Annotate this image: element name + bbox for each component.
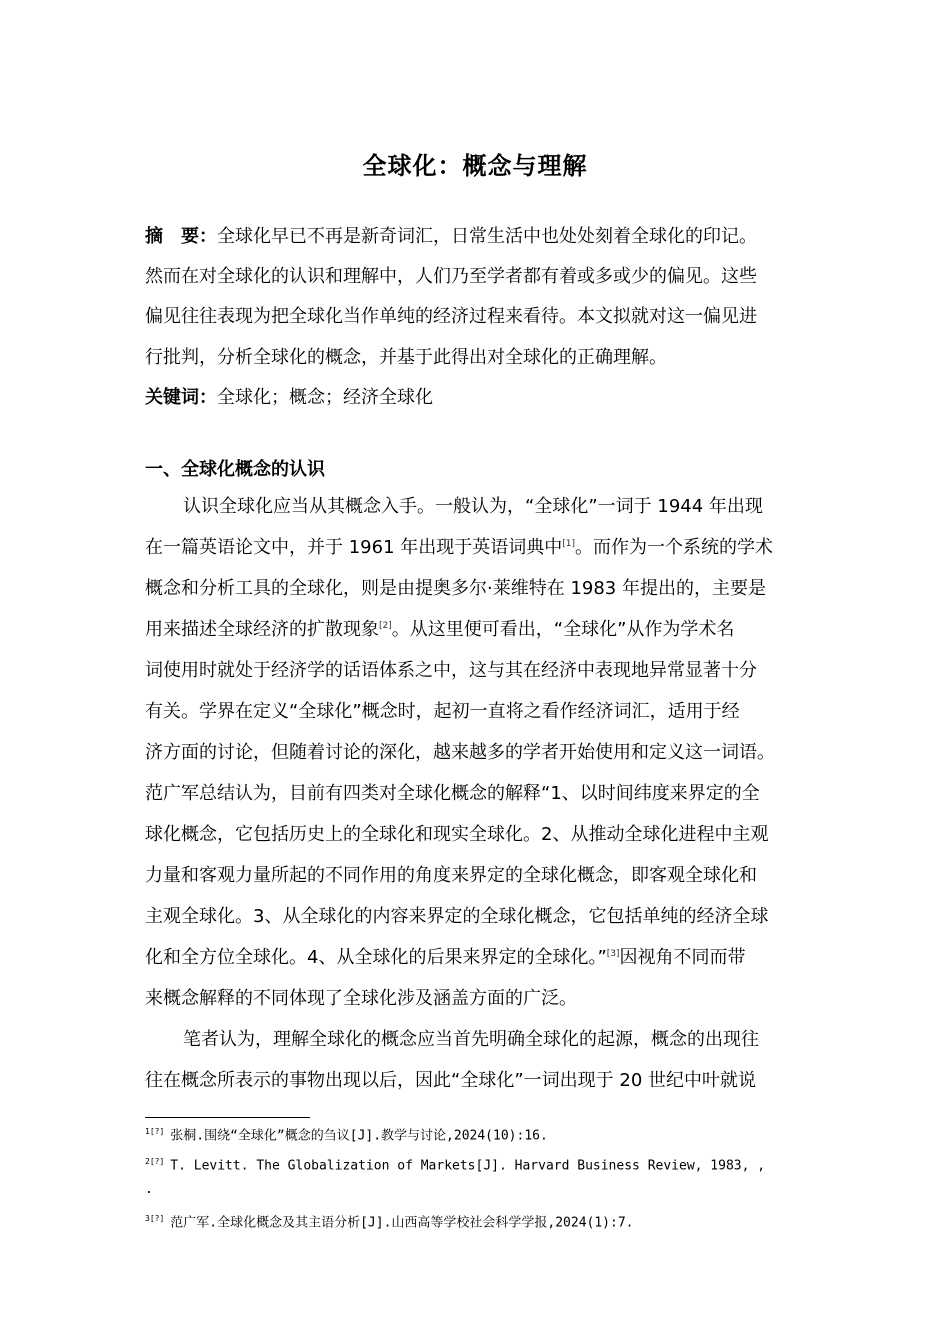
footnote-3-mark: 3[?]: [145, 1214, 165, 1223]
para2-line-1: 笔者认为，理解全球化的概念应当首先明确全球化的起源，概念的出现往: [183, 1029, 759, 1050]
footnote-3: [145, 1209, 634, 1229]
para1-line-4-text-b: 。从这里便可看出，“全球化”从作为学术名: [391, 619, 735, 640]
para1-line-8: 范广军总结认为，目前有四类对全球化概念的解释“1、以时间纬度来界定的全: [145, 783, 760, 804]
para1-line-6: 有关。学界在定义“全球化”概念时，起初一直将之看作经济词汇，适用于经: [145, 701, 740, 722]
para1-line-2-text-b: 。而作为一个系统的学术: [575, 537, 773, 558]
para1-line-11: 主观全球化。3、从全球化的内容来界定的全球化概念，它包括单纯的经济全球: [145, 906, 769, 927]
footnote-3-text: 范广军.全球化概念及其主语分析[J].山西高等学校社会科学学报,2024(1):7.: [170, 1215, 634, 1231]
footnote-ref-2[interactable]: [2]: [379, 621, 392, 631]
para1-line-7: 济方面的讨论，但随着讨论的深化，越来越多的学者开始使用和定义这一词语。: [145, 742, 775, 763]
abstract-line-2: 然而在对全球化的认识和理解中，人们乃至学者都有着或多或少的偏见。这些: [145, 266, 757, 287]
abstract-line-4: 行批判，分析全球化的概念，并基于此得出对全球化的正确理解。: [145, 347, 667, 368]
section-heading: 一、全球化概念的认识: [145, 459, 325, 480]
footnote-1-mark: 1[?]: [145, 1127, 165, 1136]
para1-line-10: 力量和客观力量所起的不同作用的角度来界定的全球化概念，即客观全球化和: [145, 865, 757, 886]
para1-line-5: 词使用时就处于经济学的话语体系之中，这与其在经济中表现地异常显著十分: [145, 660, 757, 681]
keywords-label: 关键词：: [145, 387, 217, 408]
footnote-1: [145, 1122, 548, 1142]
abstract-line-1: [145, 225, 757, 249]
footnote-2-mark: 2[?]: [145, 1157, 165, 1166]
para1-line-9: 球化概念，它包括历史上的全球化和现实全球化。2、从推动全球化进程中主观: [145, 824, 769, 845]
abstract-label: 摘 要：: [145, 226, 217, 247]
para1-line-4-text-a: 用来描述全球经济的扩散现象: [145, 619, 379, 640]
para1-line-12: [145, 946, 746, 970]
footnote-2-text: T. Levitt. The Globalization of Markets[J]. Harvard Business Review, 1983, ,: [170, 1158, 766, 1174]
footnote-divider: [145, 1117, 310, 1118]
para1-line-12-text-b: 因视角不同而带: [619, 947, 746, 968]
para2-line-2: 往在概念所表示的事物出现以后，因此“全球化”一词出现于 20 世纪中叶就说: [145, 1070, 756, 1091]
keywords-line: [145, 386, 433, 410]
abstract-text: 全球化早已不再是新奇词汇，日常生活中也处处刻着全球化的印记。: [217, 226, 757, 247]
para1-line-4: [145, 618, 734, 642]
abstract-line-3: 偏见往往表现为把全球化当作单纯的经济过程来看待。本文拟就对这一偏见进: [145, 306, 757, 327]
keywords-text: 全球化；概念；经济全球化: [217, 387, 433, 408]
para1-line-2-text-a: 在一篇英语论文中，并于 1961 年出现于英语词典中: [145, 537, 563, 558]
para1-line-2: [145, 536, 773, 560]
footnote-2: [145, 1152, 765, 1172]
para1-line-13: 来概念解释的不同体现了全球化涉及涵盖方面的广泛。: [145, 988, 577, 1009]
footnote-1-text: 张桐.围绕“全球化”概念的刍议[J].教学与讨论,2024(10):16.: [170, 1128, 548, 1144]
footnote-2-continuation: .: [145, 1182, 153, 1197]
footnote-ref-3[interactable]: [3]: [606, 949, 620, 959]
footnote-ref-1[interactable]: [1]: [562, 539, 575, 549]
para1-line-1: 认识全球化应当从其概念入手。一般认为，“全球化”一词于 1944 年出现: [183, 496, 763, 517]
page-title: 全球化：概念与理解: [362, 152, 588, 180]
para1-line-3: 概念和分析工具的全球化，则是由提奥多尔·莱维特在 1983 年提出的，主要是: [145, 578, 766, 599]
para1-line-12-text-a: 化和全方位全球化。4、从全球化的后果来界定的全球化。”: [145, 947, 607, 968]
